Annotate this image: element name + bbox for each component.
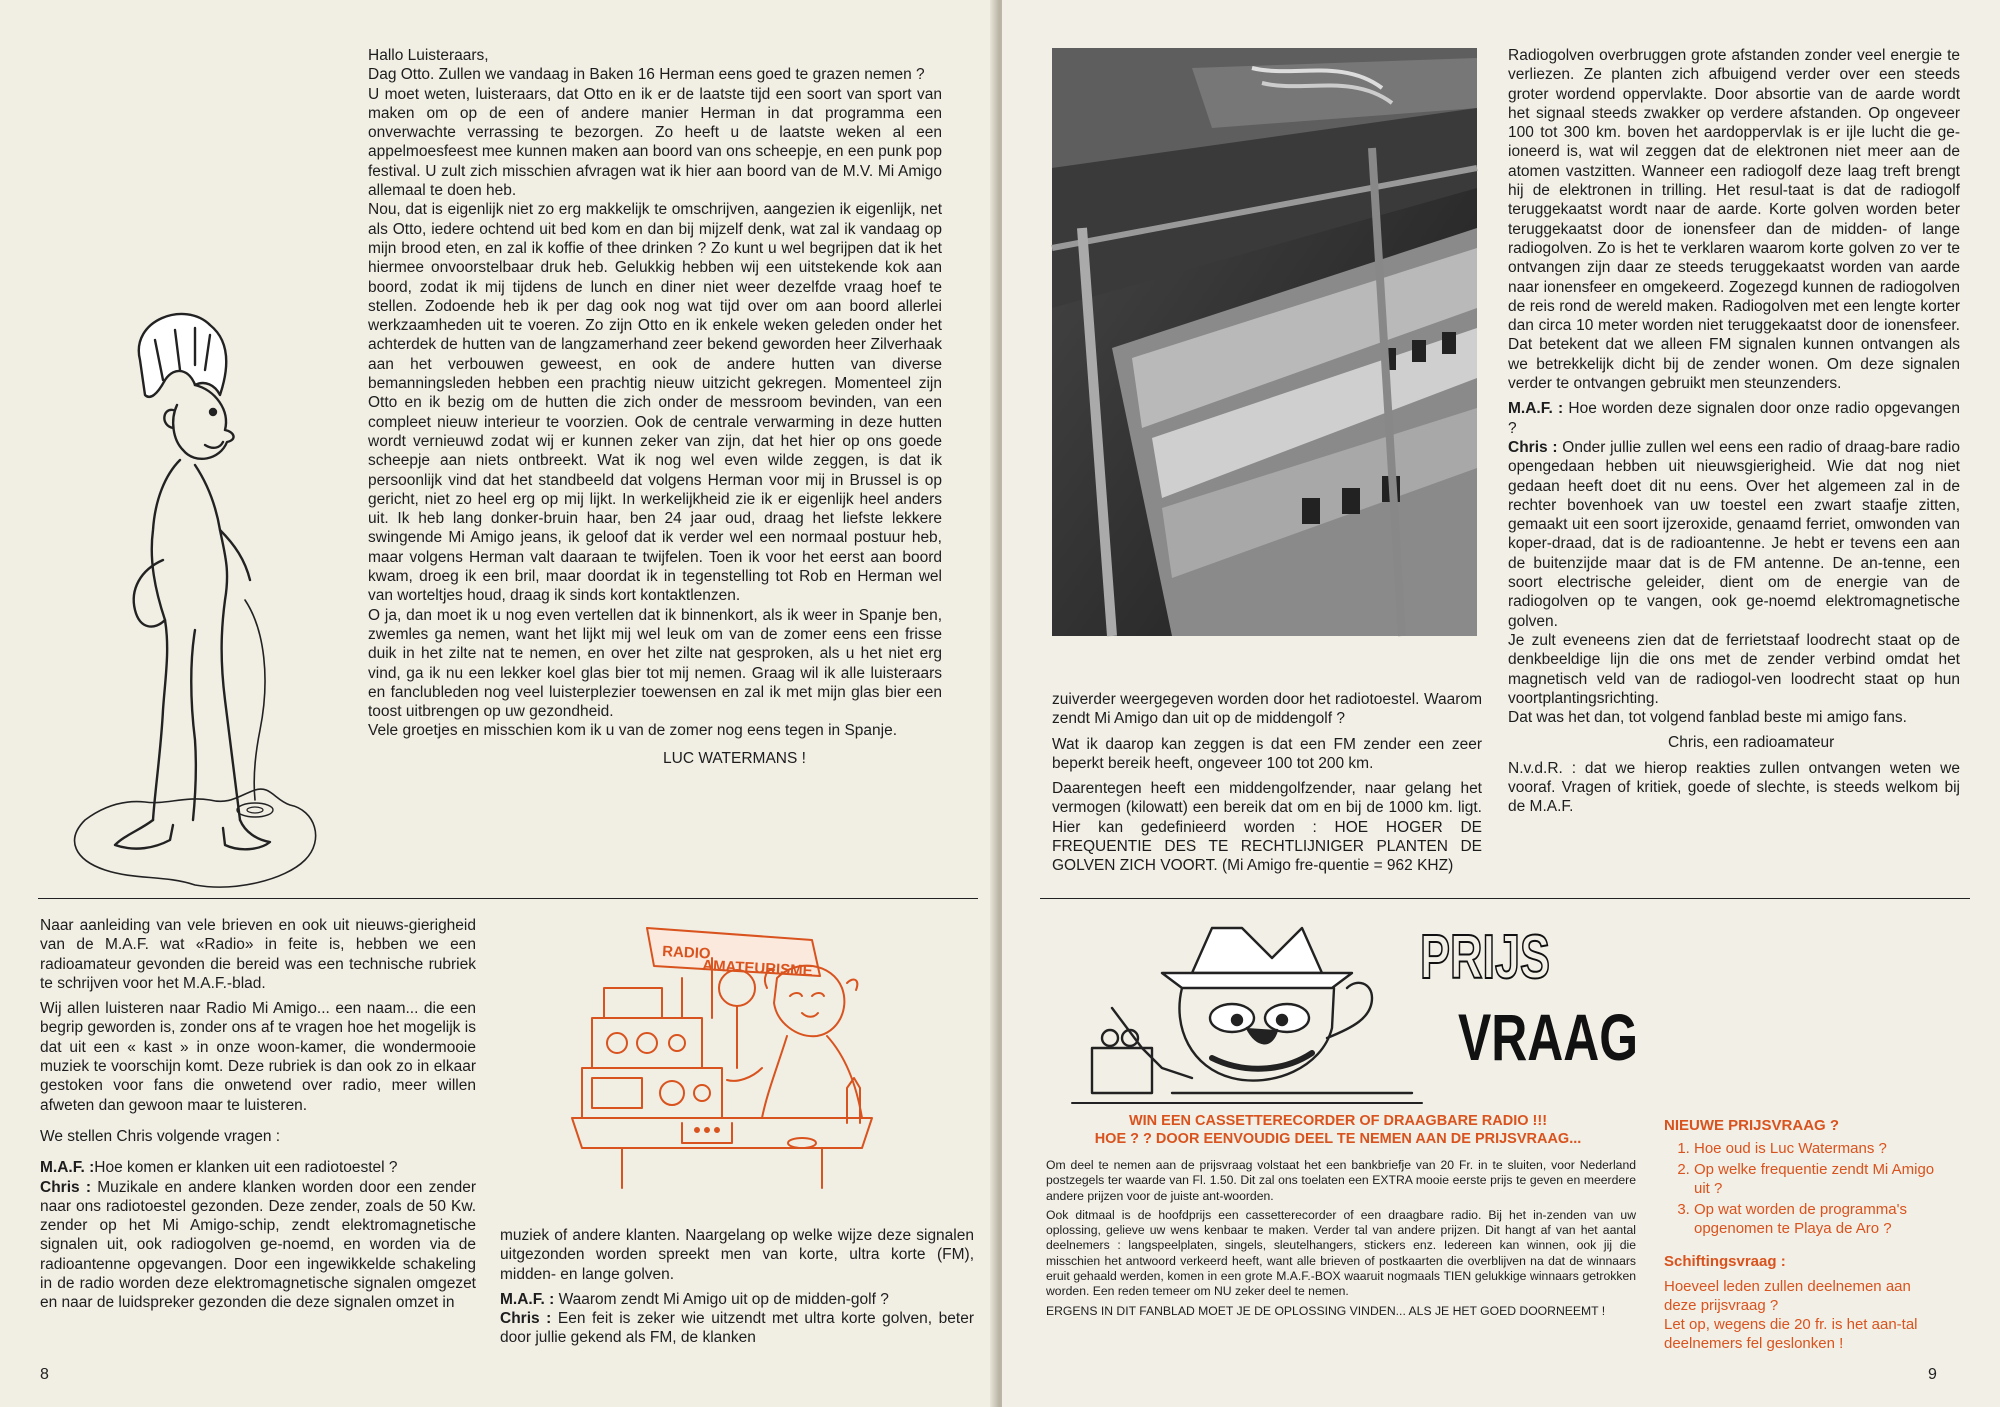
prijsvraag-questions: [1664, 1139, 1944, 1238]
letter-paragraph: Hallo Luisteraars,: [368, 47, 489, 64]
section-divider: [38, 898, 978, 899]
radiowaves-column: [1508, 46, 1960, 823]
editor-note: N.v.d.R. : dat we hierop reakties zullen ontvangen weten we vooraf. Vragen of kritiek, goede of slechte, is steeds welkom bij de M.A.F.: [1508, 759, 1960, 816]
question-1: [40, 1158, 476, 1177]
prijs-paragraph: Ook ditmaal is de hoofdprijs een cassetterecorder of een draagbare radio. Bij het in-zenden van uw oplossing, gelieve uw wens kenbaar te maken. Verder tal van andere prijzen. Dit hangt af van het aantal deelnemers : langspeelplaten, singels, sleutelhangers, stickers enz. Iedereen kan winnen, ook jij die misschien het antwoord verkeerd heeft, want alle brieven of postkaarten die overblijven na dat de winnaars eruit gehaald werden, komen in een grote M.A.F.-BOX waaruit nogmaals TIEN gelukkige winnaars getrokken worden. Een reden temeer om NU zeker deel te nemen.: [1046, 1207, 1636, 1299]
question-text: Hoe worden deze signalen door onze radio opgevangen ?: [1508, 400, 1961, 437]
answer-1: [40, 1178, 476, 1313]
headline-line-2: HOE ? ? DOOR EENVOUDIG DEEL TE NEMEN AAN DE PRIJSVRAAG...: [1094, 1131, 1582, 1147]
intro-paragraph: Wij allen luisteren naar Radio Mi Amigo... een naam... die een begrip geworden is, zonder ons af te vragen hoe het mogelijk is dat uit een « kast » in onze woon-kamer, die wondermooie muziek te voorschijn komt. Deze rubriek is dan ook zo in elkaar gestoken voor fans die onwetend over radio, meer willen afweten dan gewoon maar te luisteren.: [40, 1000, 476, 1114]
right-paragraph: Dat was het dan, tot volgend fanblad beste mi amigo fans.: [1508, 709, 1907, 727]
section-divider-right: [1040, 898, 1970, 899]
prijs-paragraph: Om deel te nemen aan de prijsvraag volstaat het een bankbriefje van 20 Fr. in te sluiten, voor Nederland postzegels ter waarde van Fl. 1.50. Dit zal ons toelaten een EXTRA mooie eerste prijs te geven en meerdere andere prijzen voor de juiste ant-woorden.: [1046, 1158, 1636, 1203]
prijsvraag-headline: [1048, 1112, 1628, 1148]
page-number-left: 8: [40, 1366, 49, 1383]
col2-paragraph: muziek of andere klanten. Naargelang op welke wijze deze signalen uitgezonden worden spreekt men van korte, ultra korte (FM), midden- en lange golven.: [500, 1227, 974, 1283]
prijs-paragraph: ERGENS IN DIT FANBLAD MOET JE DE OPLOSSING VINDEN... ALS JE HET GOED DOORNEEMT !: [1046, 1303, 1606, 1318]
transmitter-photo: [1052, 48, 1477, 636]
question-text: Waarom zendt Mi Amigo uit op de midden-golf ?: [558, 1290, 889, 1308]
radio-amateurisme-cartoon: [562, 918, 882, 1198]
prijsvraag-title: [1410, 920, 1650, 1080]
prijsvraag-body: [1046, 1158, 1636, 1319]
question-2: [500, 1290, 974, 1309]
right-paragraph: Je zult eveneens zien dat de ferrietstaaf loodrecht staat op de denkbeeldige lijn die ons met de zender verbind omdat het magnetisch veld van de radiogol-ven loodrecht staat op hun voortplantingsrichting.: [1508, 631, 1960, 707]
answer-2: [500, 1309, 974, 1348]
letter-paragraph: O ja, dan moet ik u nog even vertellen dat ik binnenkort, als ik weer in Spanje ben, zwemles ga nemen, want het lijkt mij wel leuk om van de zomer eens een frisse duik in het zilte nat te nemen, en over het zilte nat gesproken, als u het niet erg vind, ga ik nu een lekker koel glas bier tot mij nemen. Graag wil ik alle luisteraars en fanclubleden nog veel luisterplezier toewensen en zal ik met mijn glas bier een toost uitbrengen op uw gezondheid.: [368, 606, 942, 721]
prijsvraag-cartoon: [1072, 918, 1432, 1118]
question-3: [1508, 399, 1960, 438]
schiftingsvraag-title: Schiftingsvraag :: [1664, 1253, 1786, 1270]
letter-paragraph: U moet weten, luisteraars, dat Otto en ik er de laatste tijd een soort van sport van maken om op de een of andere manier Herman in dat programma een onverwachte verrassing te bezorgen. Zo heeft u de laatste weken al een appelmoesfeest mee kunnen maken aan boord van ons scheepje, en een punk pop festival. U zult zich misschien afvragen wat ik hier aan boord van de M.V. Mi Amigo allemaal te doen heb.: [368, 85, 942, 200]
maf-label: M.A.F. :: [40, 1159, 95, 1177]
mid-paragraph: Wat ik daarop kan zeggen is dat een FM zender een zeer beperkt bereik heeft, ongeveer 100 tot 200 km.: [1052, 735, 1482, 772]
page-number-right: 9: [1928, 1366, 1937, 1383]
answer-3: [1508, 438, 1960, 631]
question-text: Hoe komen er klanken uit een radiotoestel ?: [94, 1159, 398, 1177]
schiftingsvraag-note: Let op, wegens die 20 fr. is het aan-tal deelnemers fel geslonken !: [1664, 1316, 1918, 1352]
maf-label: M.A.F. :: [500, 1290, 555, 1308]
maf-label: M.A.F. :: [1508, 400, 1564, 418]
chris-signature: Chris, een radioamateur: [1668, 734, 1835, 752]
answer-text: Onder jullie zullen wel eens een radio of draag-bare radio opengedaan hebben uit nieuwsgierigheid. Wie dat nog niet gedaan heeft doet dit nu eens. Over het algemeen zal in de rechter bovenhoek van uw toestel een zwart staafje zitten, gemaakt uit een soort ijzeroxide, genaamd ferriet, omwonden van koper-draad, dat is de radioantenne. Je hebt er tevens een aan de buitenzijde maar dat is de FM antenne. De an-tenne, een soort electrische geleider, dient om de energie van de radiogolven op te vangen, ook ge-noemd elektromagnetische golven.: [1508, 438, 1960, 630]
question-item: 2. Op welke frequentie zendt Mi Amigo uit ?: [1694, 1160, 1944, 1198]
answer-text: Een feit is zeker wie uitzendt met ultra korte golven, beter door jullie gekend als FM, de klanken: [500, 1310, 974, 1347]
right-paragraph: Radiogolven overbruggen grote afstanden zonder veel energie te verliezen. Ze planten zich afbuigend verder over een steeds groter wordend oppervlakte. Door absortie van de aarde wordt het signaal steeds zwakker op verdere afstanden. Op ongeveer 100 tot 300 km. boven het aardoppervlak is er ijle lucht die ge-ioneerd is, wat wil zeggen dat de elektronen niet meer aan de atomen vastzitten. Wanneer een radiogolf deze laag treft brengt hij de elektronen in trilling. Het resul-taat is dat de radiogolf teruggekaatst wordt naar de aarde. Korte golven worden beter teruggekaatst door de ionensfeer dan de midden- of lange radiogolven. Zo is het te verklaren waarom korte golven zo ver te ontvangen zijn daar ze steeds teruggekaatst worden van aarde naar ionensfeer en omgekeerd. Zogezegd kunnen de radiogolven de reis rond de wereld maken. Radiogolven met een lengte korter dan circa 10 meter worden niet teruggekaatst door de ionensfeer. Dat betekent dat we alleen FM signalen kunnen ontvangen als we betrekkelijk dicht bij de zender wonen. Om deze signalen verder te ontvangen gebruikt men steunzenders.: [1508, 47, 1960, 393]
question-item: 3. Op wat worden de programma's opgenomen te Playa de Aro ?: [1694, 1200, 1944, 1238]
intro-paragraph: We stellen Chris volgende vragen :: [40, 1127, 281, 1145]
letter-paragraph: Dag Otto. Zullen we vandaag in Baken 16 Herman eens goed te grazen nemen ?: [368, 66, 925, 84]
schiftingsvraag-text: Hoeveel leden zullen deelnemen aan deze prijsvraag ?: [1664, 1278, 1911, 1314]
letter-paragraph: Nou, dat is eigenlijk niet zo erg makkelijk te omschrijven, aangezien ik eigenlijk, net als Otto, iedere ochtend uit bed kom en dan bij mijzelf denk, wat zal ik vandaag op mijn brood eten, en zal ik koffie of thee drinken ? Zo kunt u wel begrijpen dat ik het hiermee onvoorstelbaar druk heb. Gelukkig hebben wij een uitstekende kok aan boord, zodat ik mij tijdens de lunch en diner niet weer dezelfde vraag hoef te stellen. Zodoende heb ik per dag ook nog wat tijd over om aan boord allerlei werkzaamheden uit te voeren. Zo zijn Otto en ik enkele weken geleden onder het achterdek de hutten van de langzamerhand zeer bekend geworden heer Zilverhaak aan het verbouwen geweest, en ook de andere hutten van diverse bemanningsleden hebben een prachtig nieuw uitzicht gekregen. Momenteel zijn Otto en ik bezig om de hutten die zich onder de messroom bevinden, van een compleet nieuw interieur te voorzien. Ook de centrale verwarming in deze hutten wordt vernieuwd zodat wij er kunnen zeker van zijn, dat het hier op ons goede scheepje aan niets ontbreekt. Wat ik nog wel even wilde zeggen, is dat ik persoonlijk vind dat het standbeeld dat volgens Herman voor mij in Brussel is op gericht, niet zo heel erg op mij lijkt. In werkelijkheid zie ik er eigenlijk heel anders uit. Ik heb lang donker-bruin haar, ben 24 jaar oud, draag het liefste lekkere swingende Mi Amigo jeans, ik geloof dat ik verder wel een normaal postuur heb, maar volgens Herman valt daaraan te twijfelen. Toen ik voor het eerst aan boord kwam, droeg ik een bril, maar doordat ik in tegenstelling tot Rob en Herman wel van worteltjes houd, draag ik sinds kort kontaktlenzen.: [368, 201, 942, 605]
cartoon-banner-word1: RADIO: [661, 943, 711, 963]
radio-column-2: [500, 1226, 974, 1354]
frequency-column: [1052, 690, 1482, 882]
vraag-word: VRAAG: [1458, 1000, 1638, 1074]
headline-line-1: WIN EEN CASSETTERECORDER OF DRAAGBARE RADIO !!!: [1128, 1113, 1548, 1129]
answer-text: Muzikale en andere klanken worden door een zender naar ons radiotoestel gezonden. Deze zender, zoals de 50 Kw. zender op het Mi Amigo-schip, zendt elektromagnetische signalen uit, ook radiogolven ge-noemd, en worden via de radioantenne opgevangen. Door een ingewikkelde schakeling in de radio worden deze elektromagnetische signalen omgezet en naar de luidspreker gezonden die deze signalen omzet in: [40, 1178, 477, 1312]
cartoon-banner-word2: AMATEURISME: [701, 957, 814, 980]
nieuwe-prijsvraag-box: [1664, 1116, 1944, 1353]
chris-label: Chris :: [500, 1310, 552, 1328]
radio-intro-column: [40, 916, 476, 1319]
mid-paragraph: zuiverder weergegeven worden door het radiotoestel. Waarom zendt Mi Amigo dan uit op de middengolf ?: [1052, 691, 1482, 728]
page-left: [0, 0, 998, 1407]
transmitter-photo-drawing: [1052, 48, 1477, 636]
mid-paragraph: Daarentegen heeft een middengolfzender, naar gelang het vermogen (kilowatt) een bereik dat om en bij de 1000 km. ligt. Hier kan gedefinieerd worden : HOE HOGER DE FREQUENTIE DES TE RECHTLIJNIGER PLANTEN DE GOLVEN ZICH VOORT. (Mi Amigo fre-quentie = 962 KHZ): [1052, 780, 1482, 875]
letter-paragraph: Vele groetjes en misschien kom ik u van de zomer nog eens tegen in Spanje.: [368, 722, 898, 740]
intro-paragraph: Naar aanleiding van vele brieven en ook uit nieuws-gierigheid van de M.A.F. wat «Radio» in feite is, hebben we een radioamateur gevonden die bereid was een technische rubriek te schrijven voor het M.A.F.-blad.: [40, 917, 476, 992]
manneken-cartoon-illustration: [45, 300, 345, 890]
nieuwe-prijsvraag-title: NIEUWE PRIJSVRAAG ?: [1664, 1117, 1840, 1134]
chris-label: Chris :: [1508, 438, 1558, 456]
chris-label: Chris :: [40, 1178, 92, 1196]
prijs-word: PRIJS: [1420, 923, 1550, 992]
question-item: 1. Hoe oud is Luc Watermans ?: [1694, 1139, 1944, 1158]
letter-article: [368, 46, 942, 768]
letter-signature: LUC WATERMANS !: [663, 749, 806, 767]
